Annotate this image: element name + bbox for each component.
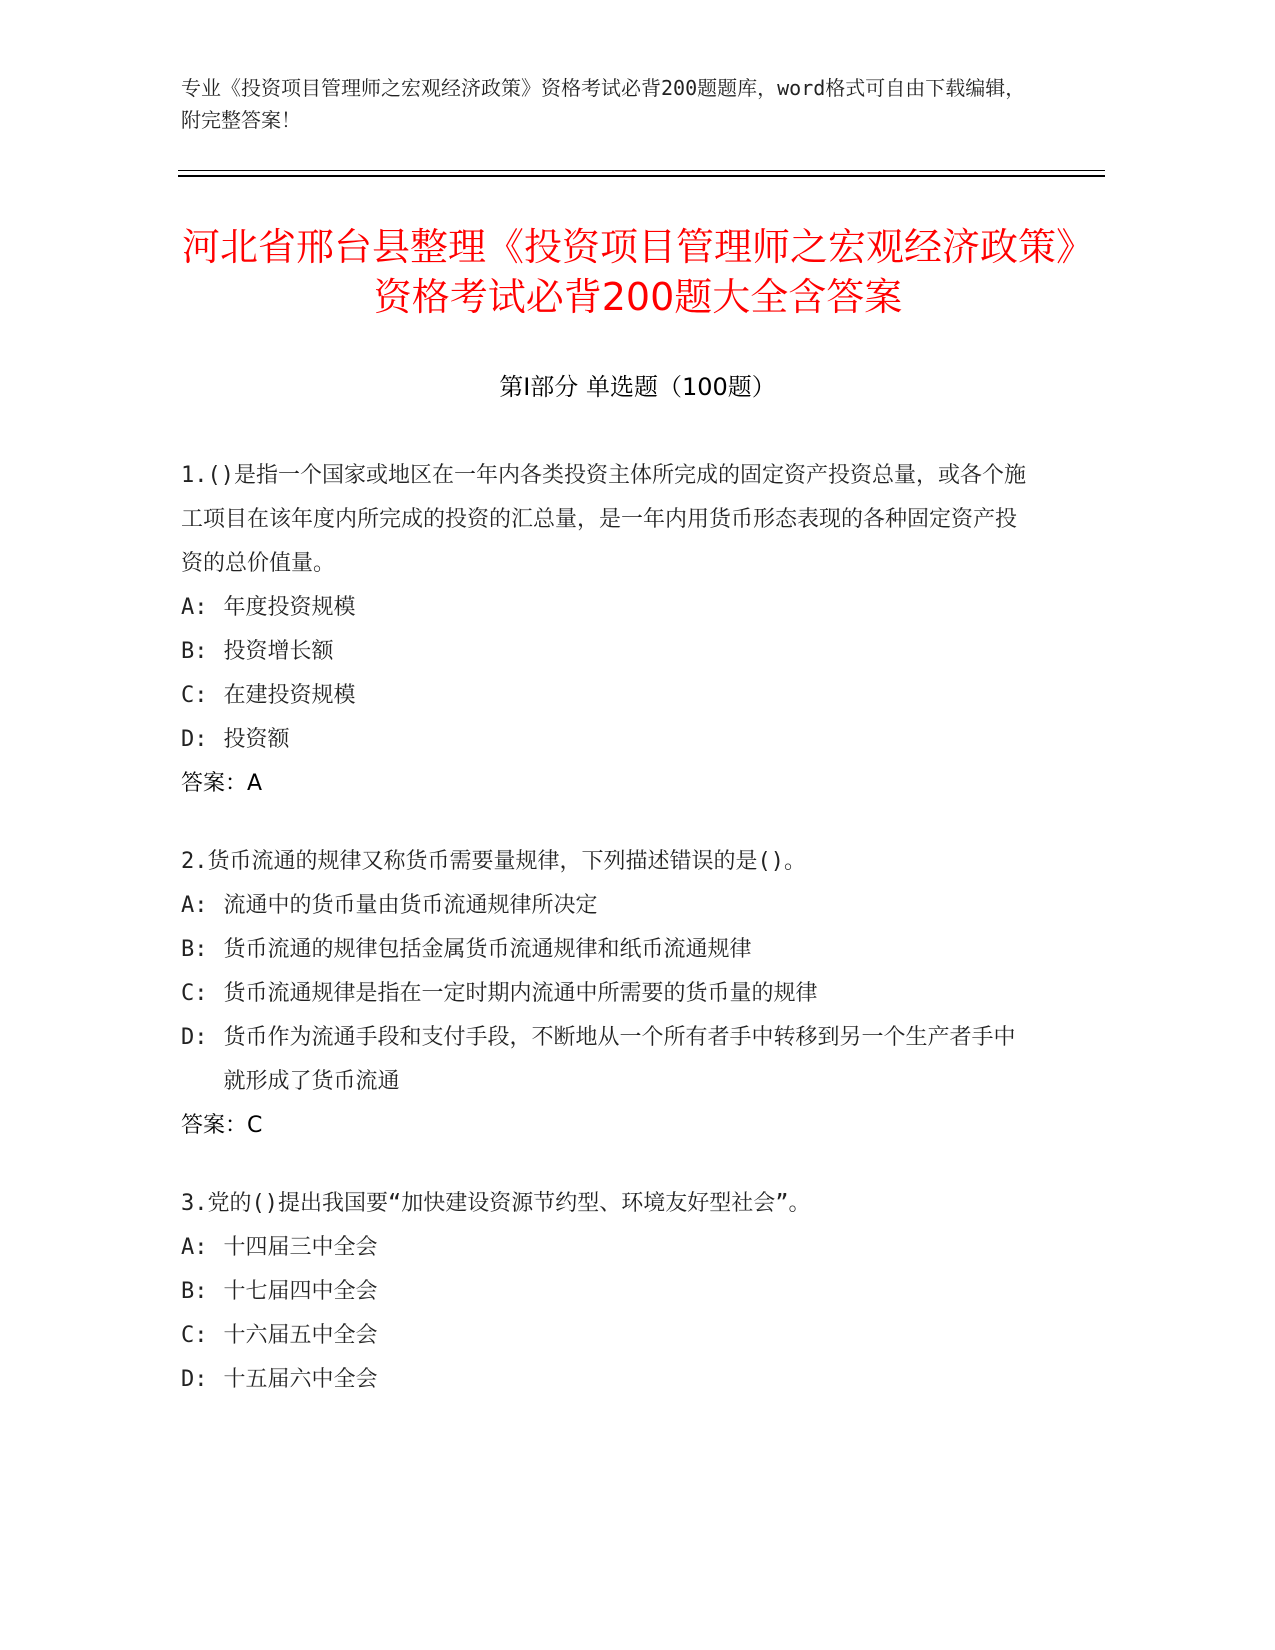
option-b [181,630,1031,674]
option-c [181,674,1031,718]
option-d [181,1358,1031,1402]
option-b [181,928,1031,972]
option-letter: B: [181,1279,208,1304]
option-c [181,1314,1031,1358]
option-letter: B: [181,937,208,962]
option-a [181,884,1031,928]
option-letter: B: [181,639,208,664]
option-text: 十四届三中全会 [223,1235,378,1260]
question-stem: 2.货币流通的规律又称货币需要量规律，下列描述错误的是()。 [181,849,806,874]
option-a [181,586,1031,630]
header-note: 专业《投资项目管理师之宏观经济政策》资格考试必背200题题库，word格式可自由下载编辑，附完整答案！ [181,76,1026,132]
option-letter: A: [181,595,208,620]
option-text: 十七届四中全会 [223,1279,378,1304]
option-text: 年度投资规模 [223,595,356,620]
option-text: 货币流通规律是指在一定时期内流通中所需要的货币量的规律 [223,981,818,1006]
document-title: 河北省邢台县整理《投资项目管理师之宏观经济政策》资格考试必背200题大全含答案 [181,225,1094,319]
option-letter: D: [181,1367,208,1392]
option-text: 货币流通的规律包括金属货币流通规律和纸币流通规律 [223,937,752,962]
option-letter: A: [181,1235,208,1260]
option-letter: D: [181,1025,208,1050]
option-text: 十六届五中全会 [223,1323,378,1348]
header-divider-thick [178,175,1105,177]
question-1 [181,454,1031,806]
option-letter: D: [181,727,208,752]
option-letter: A: [181,893,208,918]
option-letter: C: [181,981,208,1006]
option-a [181,1226,1031,1270]
header-divider-thin [178,170,1105,171]
question-2 [181,840,1031,1148]
answer-line: 答案：C [181,1113,263,1138]
option-d [181,718,1031,762]
option-letter: C: [181,1323,208,1348]
option-text: 投资增长额 [223,639,334,664]
option-text: 在建投资规模 [223,683,356,708]
option-letter: C: [181,683,208,708]
option-text: 十五届六中全会 [223,1367,378,1392]
question-3 [181,1182,1031,1402]
question-list [181,454,1031,1436]
option-text: 流通中的货币量由货币流通规律所决定 [223,893,598,918]
option-d [181,1016,1031,1104]
option-c [181,972,1031,1016]
option-b [181,1270,1031,1314]
answer-line: 答案：A [181,771,263,796]
section-title: 第Ⅰ部分 单选题（100题） [499,373,776,401]
option-text: 货币作为流通手段和支付手段，不断地从一个所有者手中转移到另一个生产者手中就形成了货币流通 [223,1025,1016,1094]
question-stem: 3.党的()提出我国要“加快建设资源节约型、环境友好型社会”。 [181,1191,811,1216]
option-text: 投资额 [223,727,290,752]
question-stem: 1.()是指一个国家或地区在一年内各类投资主体所完成的固定资产投资总量，或各个施工项目在该年度内所完成的投资的汇总量，是一年内用货币形态表现的各种固定资产投资的总价值量。 [181,463,1026,576]
